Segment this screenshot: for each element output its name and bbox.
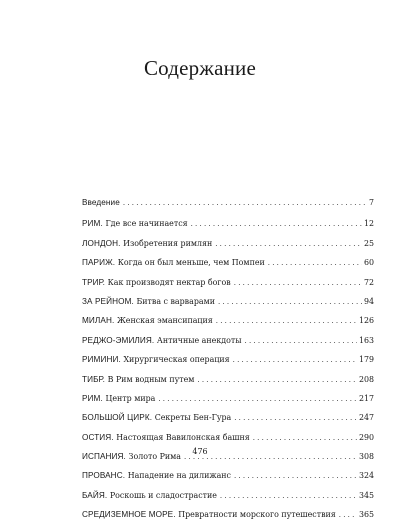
- toc-entry-subtitle: Нападение на дилижанс: [127, 471, 231, 481]
- toc-entry-city: СРЕДИЗЕМНОЕ МОРЕ.: [82, 510, 176, 520]
- toc-entry-city: ИСПАНИЯ.: [82, 452, 126, 462]
- toc-entry-page-number: 217: [358, 393, 374, 403]
- toc-entry-page-number: 25: [363, 238, 374, 248]
- toc-entry-subtitle: Битва с варварами: [136, 296, 215, 306]
- toc-entry-city: РИМИНИ.: [82, 355, 121, 365]
- toc-leader-dots: [191, 215, 362, 234]
- toc-entry-city: Введение: [82, 198, 120, 207]
- toc-entry[interactable]: [82, 234, 374, 253]
- toc-entry[interactable]: [82, 408, 374, 427]
- toc-entry-subtitle: Секреты Бен-Гура: [154, 413, 232, 423]
- toc-entry[interactable]: [82, 428, 374, 447]
- toc-entry-page-number: 163: [358, 335, 374, 345]
- toc-entry-city: ТИБР.: [82, 374, 105, 384]
- toc-entry-subtitle: Когда он был меньше, чем Помпеи: [117, 258, 265, 268]
- toc-leader-dots: [158, 390, 357, 409]
- toc-leader-dots: [245, 332, 357, 351]
- toc-entry-subtitle: Где все начинается: [105, 219, 188, 229]
- toc-entry[interactable]: [82, 331, 374, 350]
- toc-entry[interactable]: [82, 273, 374, 292]
- toc-entry[interactable]: [82, 214, 374, 233]
- toc-entry[interactable]: [82, 370, 374, 389]
- toc-entry[interactable]: [82, 253, 374, 272]
- toc-entry-subtitle: Женская эмансипация: [116, 316, 213, 326]
- toc-entry-page-number: 94: [363, 296, 374, 306]
- toc-entry-subtitle: Античные анекдоты: [156, 335, 242, 345]
- toc-entry-city: ПРОВАНС.: [82, 471, 126, 481]
- toc-entry-city: ПАРИЖ.: [82, 258, 116, 268]
- toc-entry-page-number: 308: [358, 452, 374, 462]
- toc-leader-dots: [268, 254, 362, 273]
- toc-entry-subtitle: Центр мира: [105, 393, 156, 403]
- toc-entry-subtitle: Настоящая Вавилонская башня: [116, 432, 250, 442]
- toc-leader-dots: [215, 235, 362, 254]
- toc-entry-page-number: 324: [358, 471, 374, 481]
- toc-entry[interactable]: [82, 311, 374, 330]
- toc-entry-page-number: 247: [358, 413, 374, 423]
- toc-entry-city: РЕДЖО-ЭМИЛИЯ.: [82, 335, 155, 345]
- toc-entry-city: РИМ.: [82, 219, 103, 229]
- toc-entry-subtitle: Роскошь и сладострастие: [109, 490, 217, 500]
- toc-leader-dots: [216, 312, 357, 331]
- toc-entry-page-number: 7: [368, 198, 374, 207]
- toc-entry-page-number: 72: [363, 277, 374, 287]
- toc-leader-dots: [234, 274, 362, 293]
- toc-leader-dots: [197, 371, 357, 390]
- toc-leader-dots: [218, 293, 362, 312]
- toc-entry-city: БАЙЯ.: [82, 490, 108, 500]
- toc-entry-subtitle: В Рим водным путем: [107, 374, 195, 384]
- toc-entry-subtitle: Хирургическая операция: [123, 355, 230, 365]
- toc-entry-page-number: 365: [358, 510, 374, 520]
- page-number: 476: [192, 447, 208, 456]
- toc-leader-dots: [234, 409, 357, 428]
- toc-entry-page-number: 208: [358, 374, 374, 384]
- toc-leader-dots: [220, 487, 357, 506]
- toc-entry-introduction[interactable]: [82, 193, 374, 212]
- toc-leader-dots: [234, 467, 357, 486]
- page-title: Содержание: [143, 56, 257, 80]
- toc-entry[interactable]: [82, 466, 374, 485]
- toc-entry[interactable]: [82, 292, 374, 311]
- toc-entry-page-number: 12: [363, 219, 374, 229]
- toc-entry-subtitle: Изобретения римлян: [123, 238, 213, 248]
- table-of-contents: [82, 193, 374, 525]
- toc-leader-dots: [233, 351, 357, 370]
- toc-leader-dots: [123, 194, 367, 213]
- toc-entry[interactable]: [82, 505, 374, 524]
- toc-entry-page-number: 179: [358, 355, 374, 365]
- toc-entry-city: ОСТИЯ.: [82, 432, 114, 442]
- toc-entry-page-number: 345: [358, 490, 374, 500]
- toc-entry-city: БОЛЬШОЙ ЦИРК.: [82, 413, 153, 423]
- toc-entry[interactable]: [82, 350, 374, 369]
- toc-leader-dots: [339, 506, 357, 525]
- toc-entry[interactable]: [82, 389, 374, 408]
- toc-entry-subtitle: Золото Рима: [128, 452, 182, 462]
- toc-entry-page-number: 126: [358, 316, 374, 326]
- toc-entry-city: ТРИР.: [82, 277, 106, 287]
- toc-entry-city: МИЛАН.: [82, 316, 115, 326]
- toc-entry-city: ЗА РЕЙНОМ.: [82, 296, 134, 306]
- toc-entry-page-number: 60: [363, 258, 374, 268]
- toc-entry-page-number: 290: [358, 432, 374, 442]
- toc-entry-city: РИМ.: [82, 393, 103, 403]
- toc-entry-subtitle: Превратности морского путешествия: [178, 510, 336, 520]
- toc-leader-dots: [253, 429, 357, 448]
- toc-entry[interactable]: [82, 486, 374, 505]
- toc-entry-subtitle: Как производят нектар богов: [107, 277, 231, 287]
- toc-entry-city: ЛОНДОН.: [82, 238, 121, 248]
